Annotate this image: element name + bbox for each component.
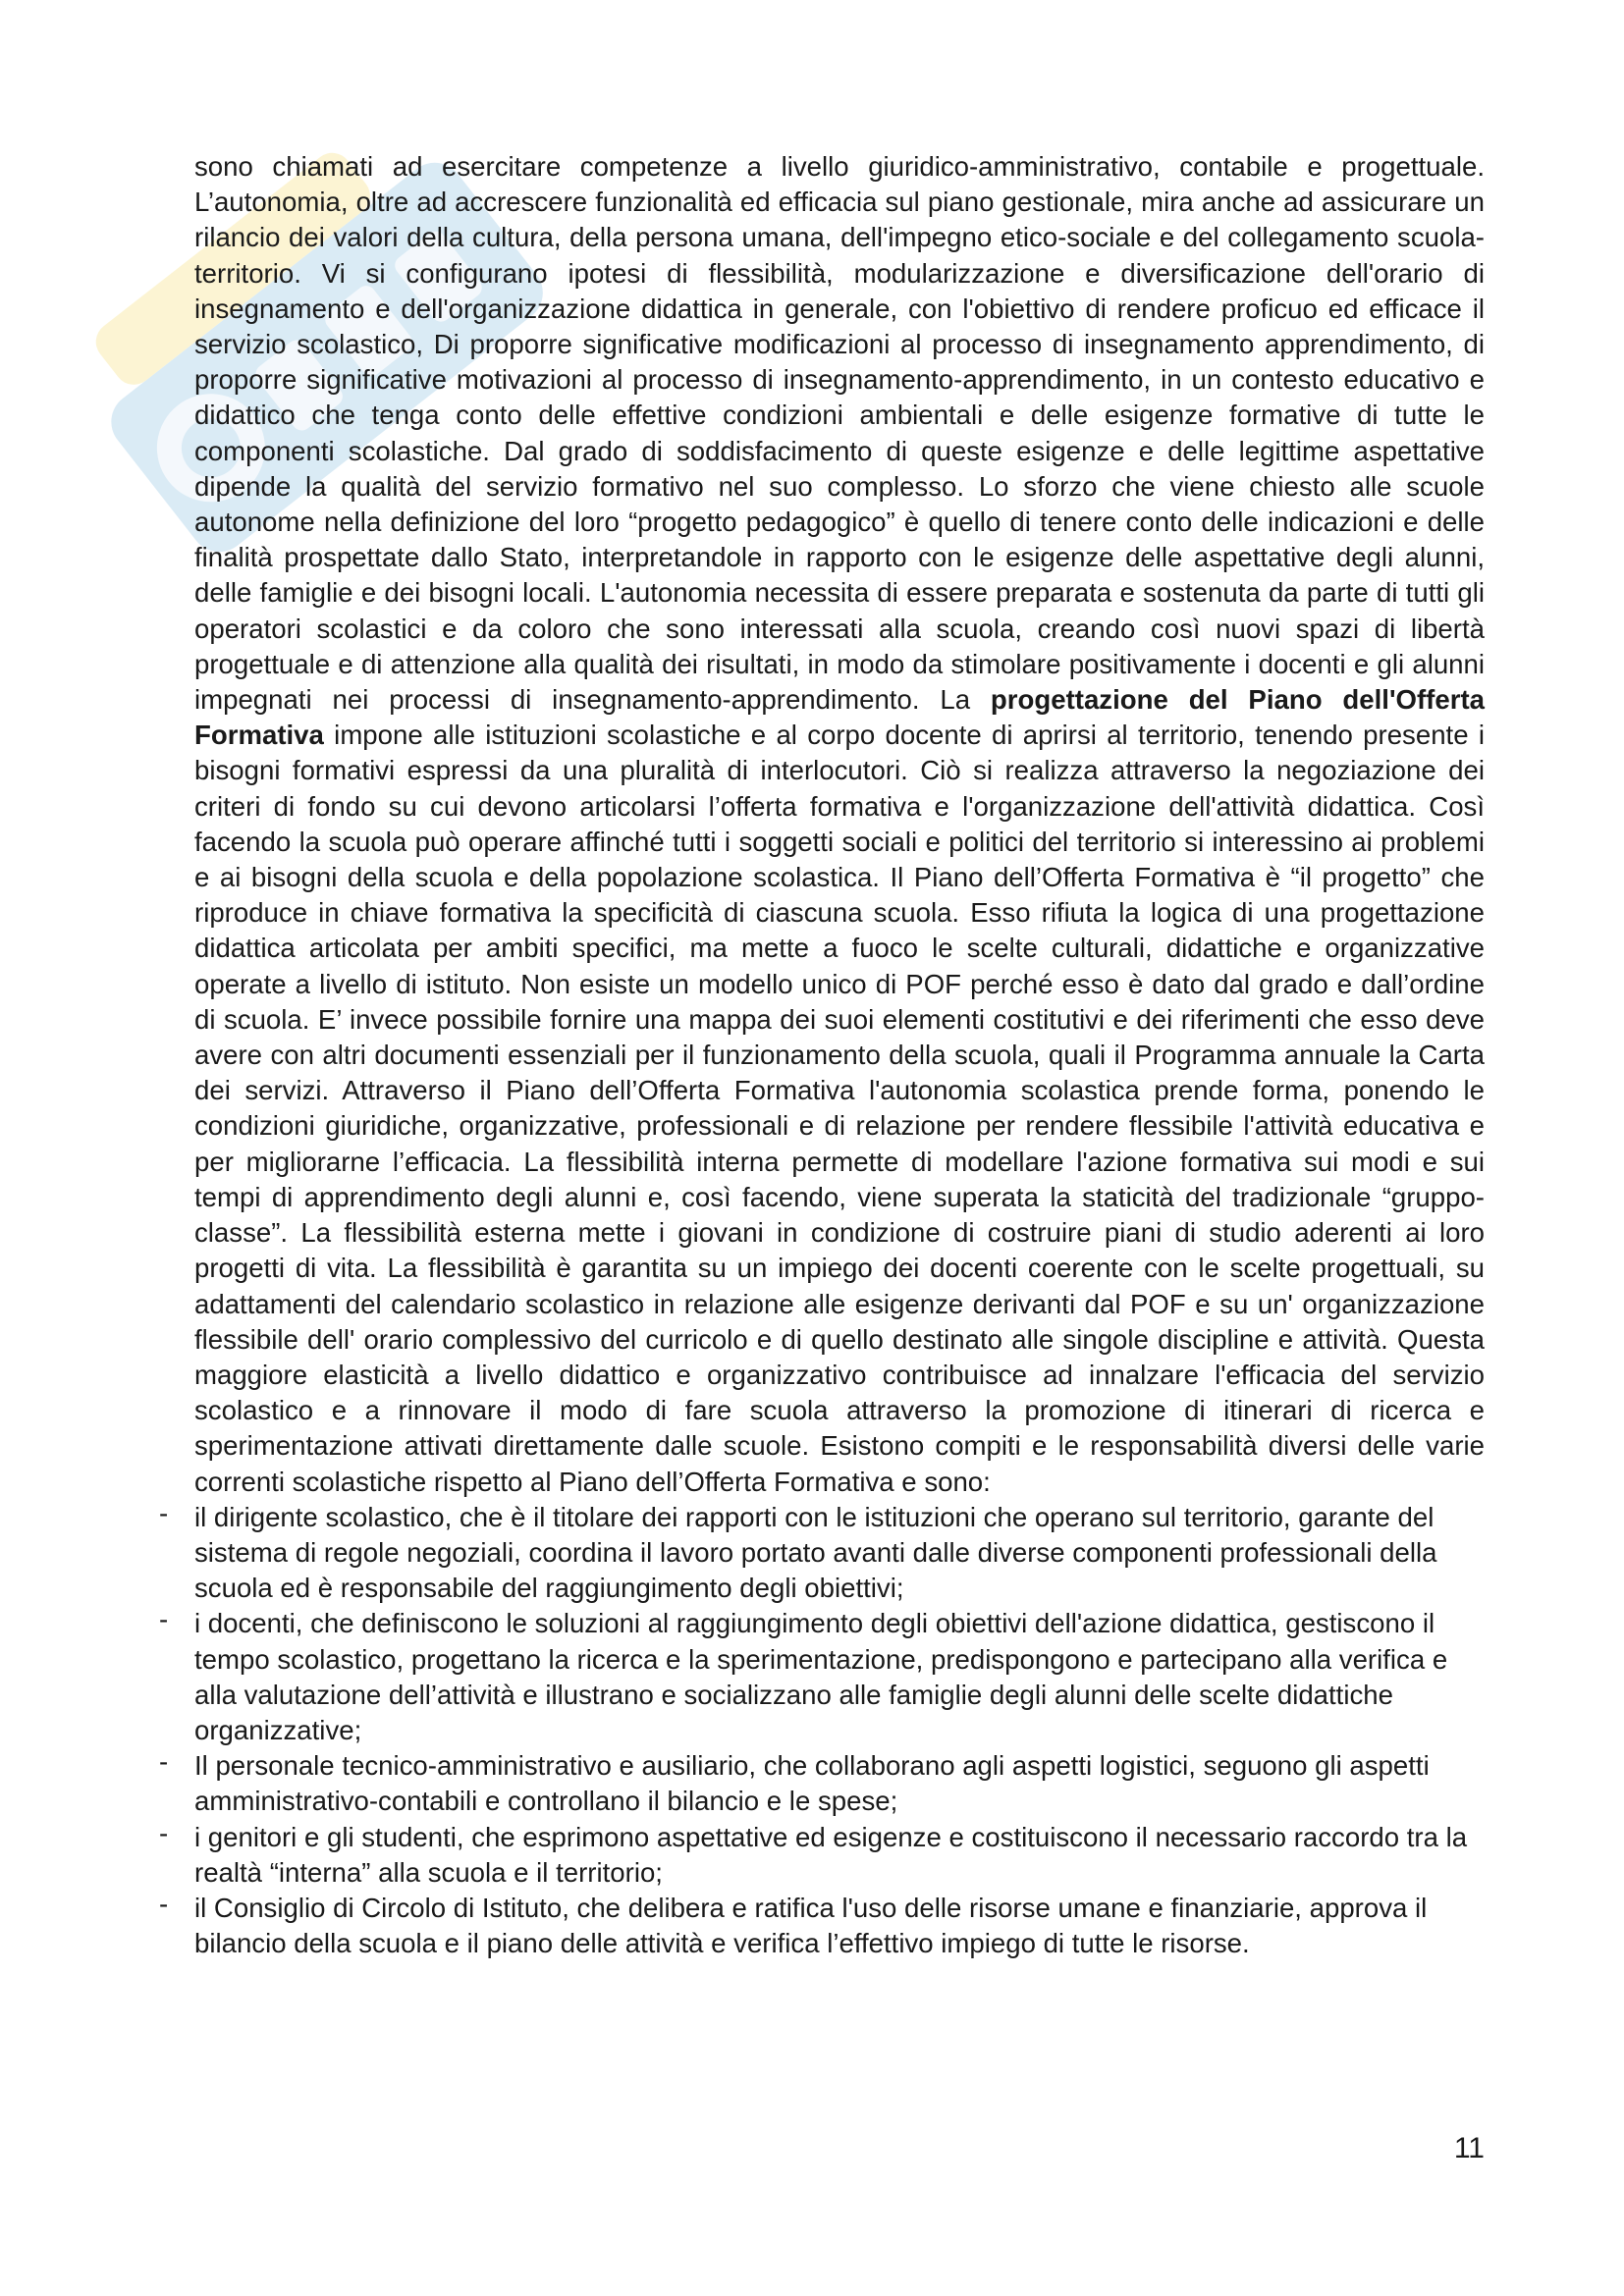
page-number: 11	[1453, 2132, 1485, 2164]
bullet-dash: -	[159, 1746, 169, 1778]
list-item-text: Il personale tecnico-amministrativo e ausiliario, che collaborano agli aspetti logistici, seguono gli aspetti amministrativo-contabili e controllano il bilancio e le spese;	[194, 1750, 1430, 1817]
list-item-text: il dirigente scolastico, che è il titolare dei rapporti con le istituzioni che operano sul territorio, garante del sistema di regole negoziali, coordina il lavoro portato avanti dalle diverse componenti professionali della scuola ed è responsabile del raggiungimento degli obiettivi;	[194, 1501, 1437, 1604]
list-item-text: il Consiglio di Circolo di Istituto, che delibera e ratifica l'uso delle risorse umane e finanziarie, approva il bilancio della scuola e il piano delle attività e verifica l’effettivo impiego di tutte le risorse.	[194, 1892, 1428, 1959]
paragraph-bold-term: progettazione del Piano dell'Offerta Formativa	[194, 684, 1485, 751]
bullet-dash: -	[159, 1888, 169, 1919]
paragraph-part-2: impone alle istituzioni scolastiche e al corpo docente di aprirsi al territorio, tenendo presente i bisogni formativi espressi da una pluralità di interlocutori. Ciò si realizza attraverso la negoziazione dei criteri di fondo su cui devono articolarsi l’offerta formativa e l'organizzazione dell'attività didattica. Così facendo la scuola può operare affinché tutti i soggetti sociali e politici del territorio si interessino ai problemi e ai bisogni della scuola e della popolazione scolastica. Il Piano dell’Offerta Formativa è “il progetto” che riproduce in chiave formativa la specificità di ciascuna scuola. Esso rifiuta la logica di una progettazione didattica articolata per ambiti specifici, ma mette a fuoco le scelte culturali, didattiche e organizzative operate a livello di istituto. Non esiste un modello unico di POF perché esso è dato dal grado e dall’ordine di scuola. E’ invece possibile fornire una mappa dei suoi elementi costitutivi e dei riferimenti che esso deve avere con altri documenti essenziali per il funzionamento della scuola, quali il Programma annuale la Carta dei servizi. Attraverso il Piano dell’Offerta Formativa l'autonomia scolastica prende forma, ponendo le condizioni giuridiche, organizzative, professionali e di relazione per rendere flessibile l'attività educativa e per migliorarne l’efficacia. La flessibilità interna permette di modellare l'azione formativa sui modi e sui tempi di apprendimento degli alunni e, così facendo, viene superata la staticità del tradizionale “gruppo-classe”. La flessibilità esterna mette i giovani in condizione di costruire piani di studio aderenti ai loro progetti di vita. La flessibilità è garantita su un impiego dei docenti coerente con le scelte progettuali, su adattamenti del calendario scolastico in relazione alle esigenze derivanti dal POF e su un' organizzazione flessibile dell' orario complessivo del curricolo e di quello destinato alle singole discipline e attività. Questa maggiore elasticità a livello didattico e organizzativo contribuisce ad innalzare l'efficacia del servizio scolastico e a rinnovare il modo di fare scuola attraverso la promozione di itinerari di ricerca e sperimentazione attivati direttamente dalle scuole. Esistono compiti e le responsabilità diversi delle varie correnti scolastiche rispetto al Piano dell’Offerta Formativa e sono:	[194, 720, 1485, 1497]
list-item	[159, 1604, 1485, 1748]
main-paragraph	[194, 149, 1485, 1500]
list-item	[159, 1888, 1485, 1961]
bullet-dash: -	[159, 1497, 169, 1528]
list-item	[159, 1497, 1485, 1607]
list-item	[159, 1746, 1485, 1819]
paragraph-part-1: sono chiamati ad esercitare competenze a livello giuridico-amministrativo, contabile e progettuale. L’autonomia, oltre ad accrescere funzionalità ed efficacia sul piano gestionale, mira anche ad assicurare un rilancio dei valori della cultura, della persona umana, dell'impegno etico-sociale e del collegamento scuola-territorio. Vi si configurano ipotesi di flessibilità, modularizzazione e diversificazione dell'orario di insegnamento e dell'organizzazione didattica in generale, con l'obiettivo di rendere proficuo ed efficace il servizio scolastico, Di proporre significative modificazioni al processo di insegnamento apprendimento, di proporre significative motivazioni al processo di insegnamento-apprendimento, in un contesto educativo e didattico che tenga conto delle effettive condizioni ambientali e delle esigenze formative di tutte le componenti scolastiche. Dal grado di soddisfacimento di queste esigenze e delle legittime aspettative dipende la qualità del servizio formativo nel suo complesso. Lo sforzo che viene chiesto alle scuole autonome nella definizione del loro “progetto pedagogico” è quello di tenere conto delle indicazioni e delle finalità prospettate dallo Stato, interpretandole in rapporto con le esigenze delle aspettative degli alunni, delle famiglie e dei bisogni locali. L'autonomia necessita di essere preparata e sostenuta da parte di tutti gli operatori scolastici e da coloro che sono interessati alla scuola, creando così nuovi spazi di libertà progettuale e di attenzione alla qualità dei risultati, in modo da stimolare positivamente i docenti e gli alunni impegnati nei processi di insegnamento-apprendimento. La	[194, 151, 1485, 716]
list-item-text: i genitori e gli studenti, che esprimono aspettative ed esigenze e costituiscono il necessario raccordo tra la realtà “interna” alla scuola e il territorio;	[194, 1821, 1468, 1888]
bullet-dash: -	[159, 1817, 169, 1848]
responsibilities-list	[159, 1497, 1485, 1962]
bullet-dash: -	[159, 1604, 169, 1635]
list-item	[159, 1817, 1485, 1891]
list-item-text: i docenti, che definiscono le soluzioni al raggiungimento degli obiettivi dell'azione didattica, gestiscono il tempo scolastico, progettano la ricerca e la sperimentazione, predispongono e partecipano alla verifica e alla valutazione dell’attività e illustrano e socializzano alle famiglie degli alunni delle scelte didattiche organizzative;	[194, 1608, 1448, 1745]
body-text	[159, 149, 1485, 1961]
